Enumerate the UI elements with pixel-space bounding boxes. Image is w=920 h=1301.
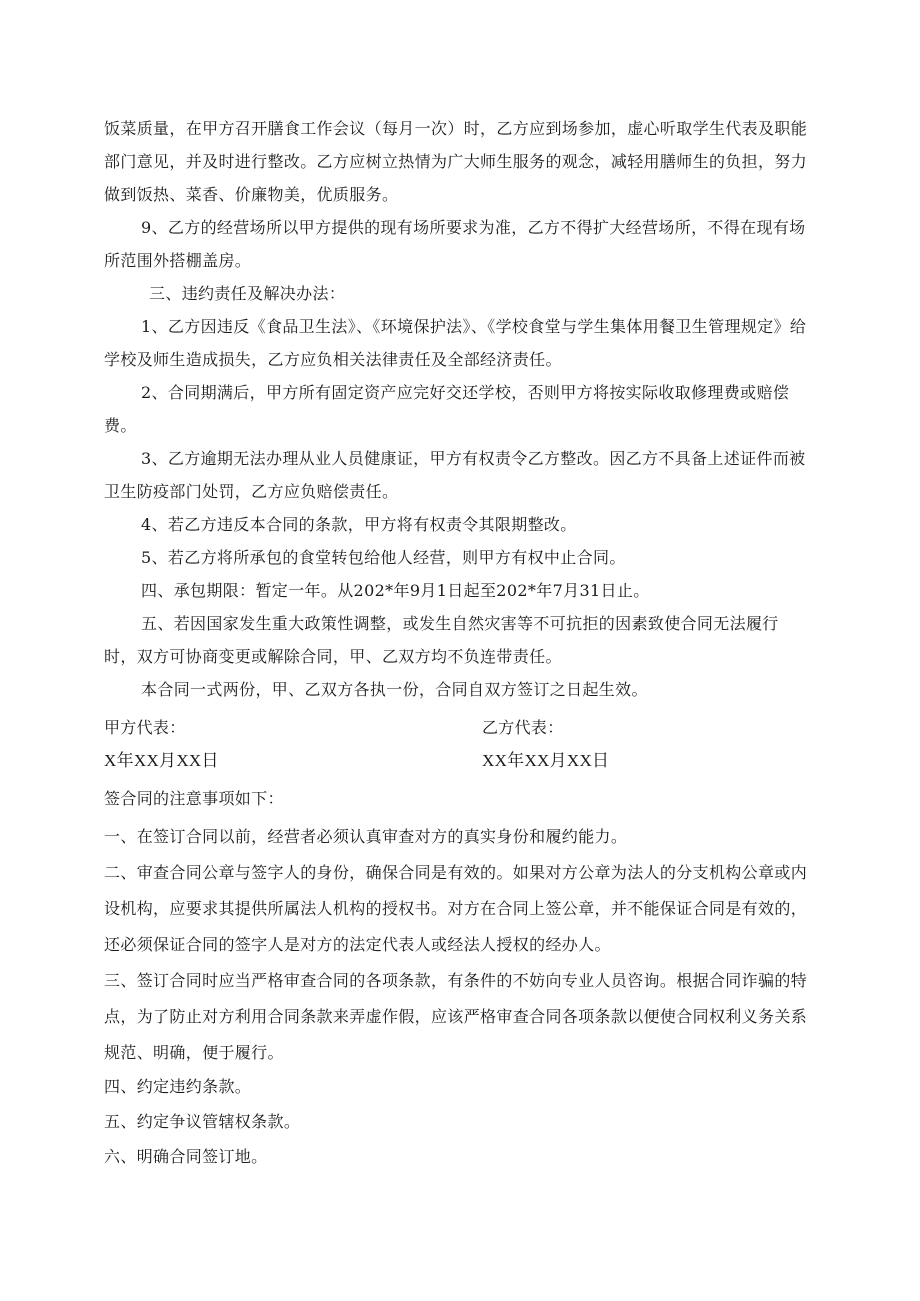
paragraph-contract-term: 四、承包期限：暂定一年。从202*年9月1日起至202*年7月31日止。 bbox=[141, 581, 650, 600]
paragraph-liability-3: 3、乙方逾期无法办理从业人员健康证，甲方有权责令乙方整改。因乙方不具备上述证件而被卫生防疫部门处罚，乙方应负赔偿责任。 bbox=[104, 449, 806, 501]
paragraph-copies: 本合同一式两份，甲、乙双方各执一份，合同自双方签订之日起生效。 bbox=[141, 680, 648, 699]
party-b-representative-label: 乙方代表： bbox=[482, 718, 564, 737]
paragraph-force-majeure: 五、若因国家发生重大政策性调整，或发生自然灾害等不可抗拒的因素致使合同无法履行时，双方可协商变更或解除合同，甲、乙双方均不负连带责任。 bbox=[104, 614, 779, 666]
paragraph-food-quality: 饭菜质量，在甲方召开膳食工作会议（每月一次）时，乙方应到场参加，虚心听取学生代表及职能部门意见，并及时进行整改。乙方应树立热情为广大师生服务的观念，减轻用膳师生的负担，努力做到饭热、菜香、价廉物美，优质服务。 bbox=[104, 119, 808, 204]
notes-heading: 签合同的注意事项如下： bbox=[104, 789, 284, 808]
note-item-3: 三、签订合同时应当严格审查合同的各项条款，有条件的不妨向专业人员咨询。根据合同诈骗的特点，为了防止对方利用合同条款来弄虚作假，应该严格审查合同各项条款以便使合同权利义务关系规范、明确，便于履行。 bbox=[104, 971, 808, 1062]
party-b-date: XX年XX月XX日 bbox=[482, 751, 610, 770]
paragraph-liability-2: 2、合同期满后，甲方所有固定资产应完好交还学校，否则甲方将按实际收取修理费或赔偿费。 bbox=[104, 383, 790, 435]
paragraph-liability-4: 4、若乙方违反本合同的条款，甲方将有权责令其限期整改。 bbox=[141, 515, 577, 534]
note-item-1: 一、在签订合同以前，经营者必须认真审查对方的真实身份和履约能力。 bbox=[104, 827, 628, 846]
paragraph-liability-1: 1、乙方因违反《食品卫生法》、《环境保护法》、《学校食堂与学生集体用餐卫生管理规定》给学校及师生造成损失，乙方应负相关法律责任及全部经济责任。 bbox=[104, 317, 807, 369]
paragraph-liability-5: 5、若乙方将所承包的食堂转包给他人经营，则甲方有权中止合同。 bbox=[141, 548, 626, 567]
paragraph-clause-9: 9、乙方的经营场所以甲方提供的现有场所要求为准，乙方不得扩大经营场所，不得在现有场所范围外搭棚盖房。 bbox=[104, 218, 806, 270]
party-a-representative-label: 甲方代表： bbox=[104, 718, 186, 737]
note-item-6: 六、明确合同签订地。 bbox=[104, 1147, 268, 1166]
note-item-5: 五、约定争议管辖权条款。 bbox=[104, 1112, 301, 1131]
party-a-date: X年XX月XX日 bbox=[104, 751, 219, 770]
note-item-2: 二、审查合同公章与签字人的身份，确保合同是有效的。如果对方公章为法人的分支机构公章或内设机构，应要求其提供所属法人机构的授权书。对方在合同上签公章，并不能保证合同是有效的，还必须保证合同的签字人是对方的法定代表人或经法人授权的经办人。 bbox=[104, 863, 808, 954]
note-item-4: 四、约定违约条款。 bbox=[104, 1077, 252, 1096]
section-heading-liability: 三、违约责任及解决办法： bbox=[149, 284, 346, 303]
